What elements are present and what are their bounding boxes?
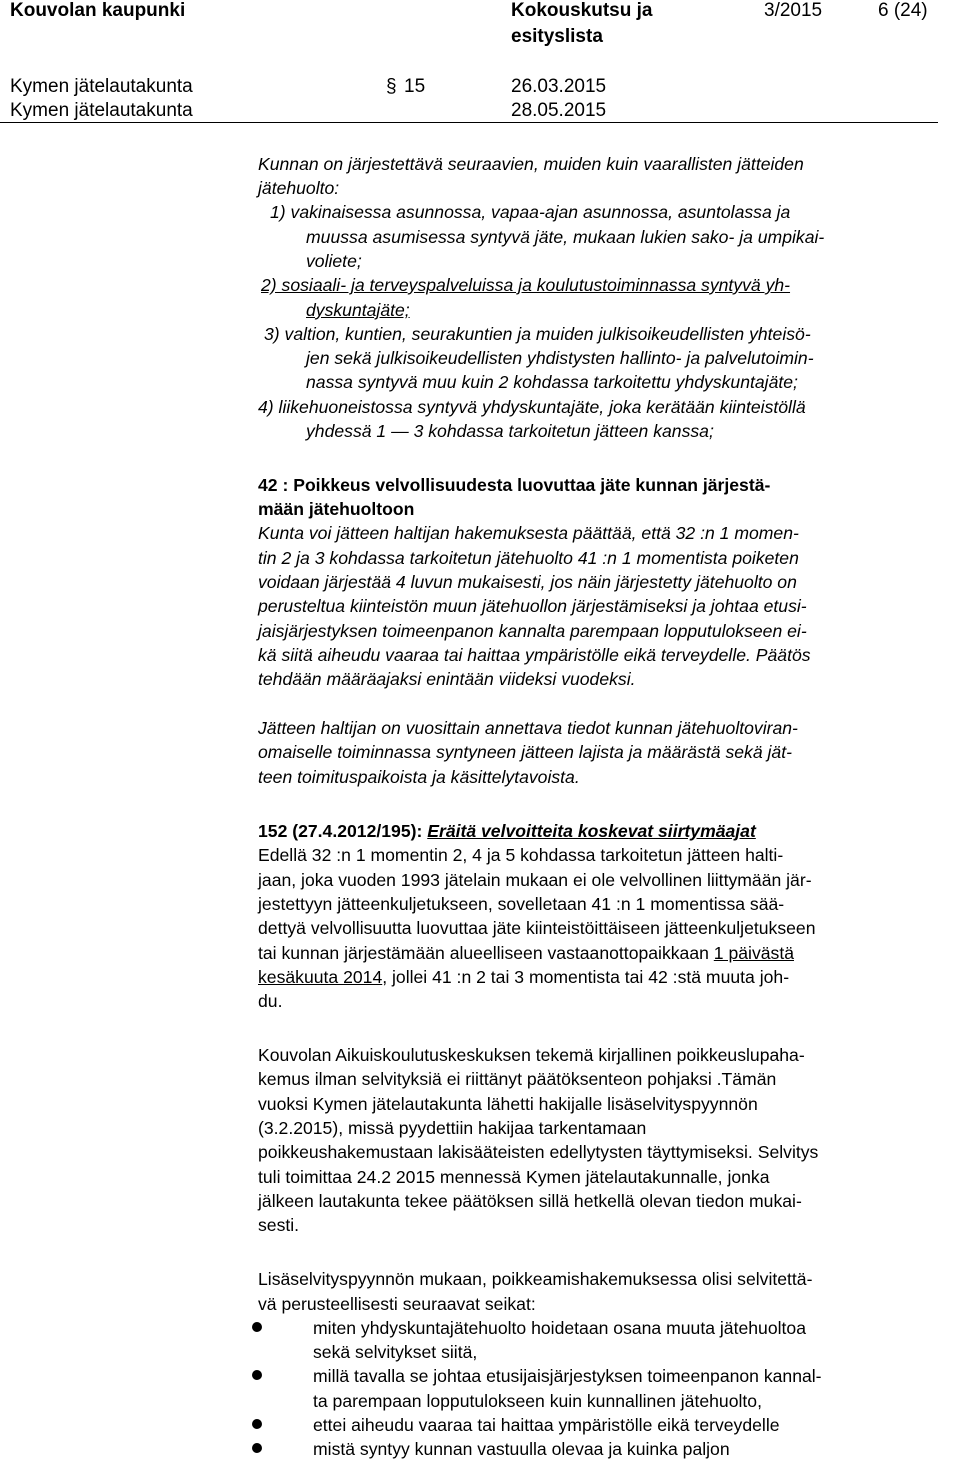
text-line: [258, 965, 789, 989]
section-heading-cont: mään jätehuoltoon: [258, 499, 415, 519]
organization-name: Kouvolan kaupunki: [10, 0, 186, 21]
meeting-date-1: 26.03.2015: [511, 76, 607, 97]
list-item: ettei aiheudu vaaraa tai haittaa ympäristölle eikä terveydelle: [313, 1415, 780, 1435]
text-line: tin 2 ja 3 kohdassa tarkoitetun jätehuolto 41 :n 1 momentista poiketen: [258, 548, 799, 568]
list-item: miten yhdyskuntajätehuolto hoidetaan osana muuta jätehuoltoa: [313, 1318, 806, 1338]
document-type: Kokouskutsu ja: [511, 0, 653, 21]
text-line: Kunta voi jätteen haltijan hakemuksesta päättää, että 32 :n 1 momen-: [258, 523, 799, 543]
board-name-2: Kymen jätelautakunta: [10, 100, 193, 121]
text-line: tuli toimittaa 24.2 2015 mennessä Kymen jätelautakunnalle, jonka: [258, 1167, 770, 1187]
header-rule: [0, 122, 938, 123]
text-line: 2) sosiaali- ja terveyspalveluissa ja koulutustoiminnassa syntyvä yh-: [261, 275, 791, 295]
text-line: nassa syntyvä muu kuin 2 kohdassa tarkoitettu yhdyskuntajäte;: [306, 372, 798, 392]
text-line: jestettyyn jätteenkuljetukseen, sovelletaan 41 :n 1 momentissa sää-: [258, 894, 785, 914]
bullet-icon: [252, 1419, 262, 1429]
bullet-icon: [252, 1370, 262, 1380]
text-line: kä siitä aiheudu vaaraa tai haittaa ympäristölle eikä terveydelle. Päätös: [258, 645, 811, 665]
underlined-date: kesäkuuta 2014: [258, 967, 383, 987]
text-segment: tai kunnan järjestämään alueelliseen vastaanottopaikkaan: [258, 943, 714, 963]
bullet-icon: [252, 1443, 262, 1453]
text-line: vuoksi Kymen jätelautakunta lähetti hakijalle lisäselvityspyynnön: [258, 1094, 758, 1114]
section-heading-number: 152 (27.4.2012/195):: [258, 821, 428, 841]
text-line: vä perusteellisesti seuraavat seikat:: [258, 1294, 536, 1314]
text-line: Jätteen haltijan on vuosittain annettava tiedot kunnan jätehuoltoviran-: [258, 718, 798, 738]
text-line: 4) liikehuoneistossa syntyvä yhdyskuntajäte, joka kerätään kiinteistöllä: [258, 397, 806, 417]
text-line: Edellä 32 :n 1 momentin 2, 4 ja 5 kohdassa tarkoitetun jätteen halti-: [258, 845, 784, 865]
text-line: teen toimituspaikoista ja käsittelytavoista.: [258, 767, 580, 787]
text-line: voidaan järjestää 4 luvun mukaisesti, jos näin järjestetty jätehuolto on: [258, 572, 797, 592]
bullet-icon: [252, 1322, 262, 1332]
text-line: [258, 941, 794, 965]
section-number: 15: [404, 76, 426, 97]
text-line: poikkeushakemustaan lakisääteisten edellytysten täyttymiseksi. Selvitys: [258, 1142, 819, 1162]
text-line: jaan, joka vuoden 1993 jätelain mukaan ei ole velvollinen liittymään jär-: [258, 870, 812, 890]
underlined-date: 1 päivästä: [713, 943, 794, 963]
text-line: muussa asumisessa syntyvä jäte, mukaan lukien sako- ja umpikai-: [306, 227, 825, 247]
text-line: jen sekä julkisoikeudellisten yhdistysten hallinto- ja palvelutoimin-: [306, 348, 814, 368]
text-line: omaiselle toiminnassa syntyneen jätteen lajista ja määrästä sekä jät-: [258, 742, 792, 762]
list-item: millä tavalla se johtaa etusijaisjärjestyksen toimeenpanon kannal-: [313, 1366, 822, 1386]
list-item-cont: sekä selvitykset siitä,: [313, 1342, 478, 1362]
meeting-number: 3/2015: [764, 0, 823, 21]
text-line: sesti.: [258, 1215, 300, 1235]
section-sign: §: [386, 76, 397, 97]
text-line: du.: [258, 991, 283, 1011]
text-line: Kouvolan Aikuiskoulutuskeskuksen tekemä kirjallinen poikkeuslupaha-: [258, 1045, 805, 1065]
section-heading: [258, 819, 756, 843]
document-type-cont: esityslista: [511, 26, 603, 47]
text-line: voliete;: [306, 251, 362, 271]
text-segment: , jollei 41 :n 2 tai 3 momentista tai 42 :stä muuta joh-: [382, 967, 790, 987]
text-line: yhdessä 1 — 3 kohdassa tarkoitetun jätteen kanssa;: [306, 421, 714, 441]
page-number: 6 (24): [878, 0, 928, 21]
text-line: Lisäselvityspyynnön mukaan, poikkeamishakemuksessa olisi selvitettä-: [258, 1269, 813, 1289]
text-line: jälkeen lautakunta tekee päätöksen sillä hetkellä olevan tiedon mukai-: [258, 1191, 802, 1211]
text-line: (3.2.2015), missä pyydettiin hakijaa tarkentamaan: [258, 1118, 647, 1138]
text-line: tehdään määräajaksi enintään viideksi vuodeksi.: [258, 669, 636, 689]
section-heading: 42 : Poikkeus velvollisuudesta luovuttaa jäte kunnan järjestä-: [258, 475, 771, 495]
section-heading-title: Eräitä velvoitteita koskevat siirtymäajat: [427, 821, 756, 841]
text-line: dettyä velvollisuutta luovuttaa jäte kiinteistöittäiseen jätteenkuljetukseen: [258, 918, 816, 938]
list-item-cont: ta parempaan lopputulokseen kuin kunnallinen jätehuolto,: [313, 1391, 762, 1411]
text-line: jätehuolto:: [258, 178, 340, 198]
text-line: 3) valtion, kuntien, seurakuntien ja muiden julkisoikeudellisten yhteisö-: [264, 324, 811, 344]
text-line: 1) vakinaisessa asunnossa, vapaa-ajan asunnossa, asuntolassa ja: [270, 202, 791, 222]
text-line: perusteltua kiinteistön muun jätehuollon järjestämiseksi ja johtaa etusi-: [258, 596, 807, 616]
text-line: jaisjärjestyksen toimeenpanon kannalta parempaan lopputulokseen ei-: [258, 621, 807, 641]
text-line: dyskuntajäte;: [306, 300, 410, 320]
board-name-1: Kymen jätelautakunta: [10, 76, 193, 97]
text-line: Kunnan on järjestettävä seuraavien, muiden kuin vaarallisten jätteiden: [258, 154, 804, 174]
list-item: mistä syntyy kunnan vastuulla olevaa ja kuinka paljon: [313, 1439, 730, 1459]
meeting-date-2: 28.05.2015: [511, 100, 607, 121]
text-line: kemus ilman selvityksiä ei riittänyt päätöksenteon pohjaksi .Tämän: [258, 1069, 777, 1089]
